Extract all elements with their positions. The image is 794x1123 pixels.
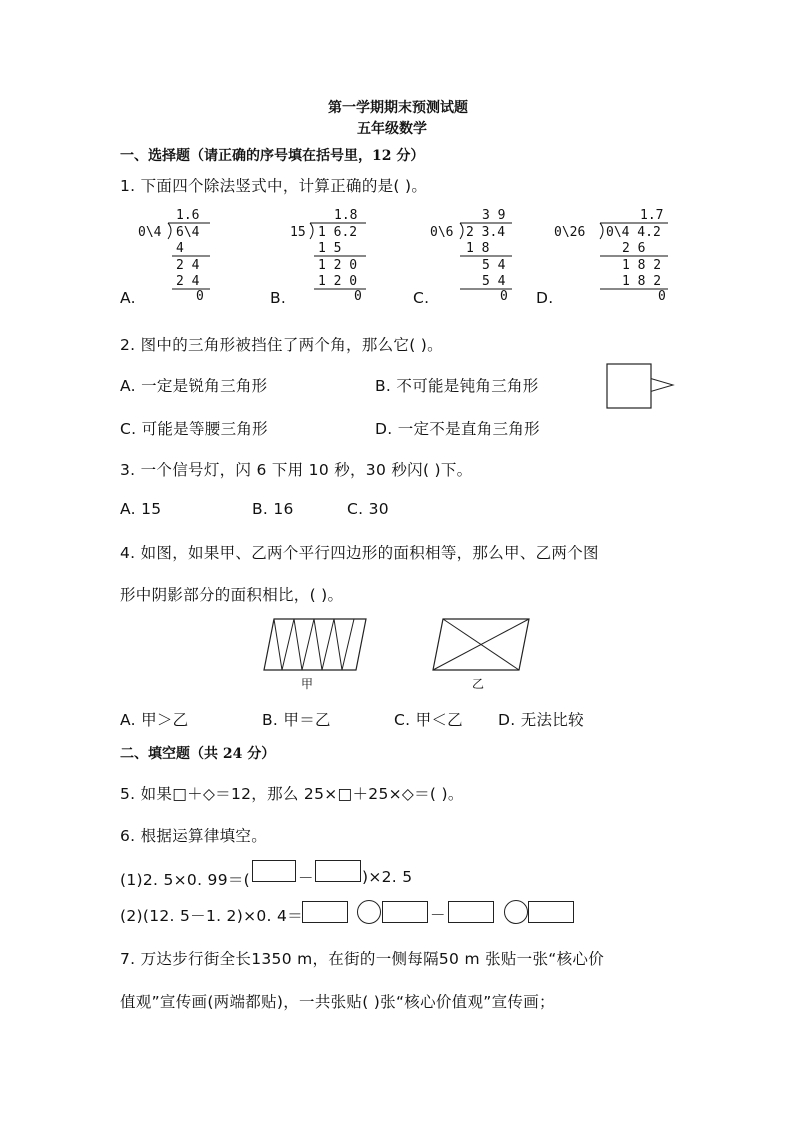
q6-part-2-blank-4[interactable] <box>528 901 574 923</box>
partial-triangle <box>649 378 673 392</box>
q2-option-d[interactable]: D. 一定不是直角三角形 <box>375 420 540 438</box>
exam-title: 第一学期期末预测试题 <box>328 100 468 116</box>
question-1-text: 1. 下面四个除法竖式中，计算正确的是( )。 <box>120 177 428 195</box>
division-b-row-1: 1 5 <box>318 241 342 256</box>
division-c <box>430 206 516 304</box>
label-yi: 乙 <box>472 677 485 691</box>
parallelogram-jia <box>262 617 368 673</box>
q6-part-2-blank-2[interactable] <box>382 901 428 923</box>
label-jia: 甲 <box>301 677 314 691</box>
q6-part-1-prefix: (1)2. 5×0. 99＝( <box>120 871 251 889</box>
division-a-row-1: 4 <box>176 241 184 256</box>
q6-part-1-minus: － <box>298 869 314 887</box>
parallelogram-yi <box>431 617 531 673</box>
q4-option-a[interactable]: A. 甲＞乙 <box>120 711 189 729</box>
covered-triangle-figure <box>605 362 677 412</box>
division-d-row-3: 1 8 2 <box>622 274 662 289</box>
jia-zigzag <box>274 619 354 670</box>
q1-option-b[interactable]: B. <box>270 289 287 307</box>
question-6-text: 6. 根据运算律填空。 <box>120 827 268 845</box>
q2-option-c[interactable]: C. 可能是等腰三角形 <box>120 420 268 438</box>
q6-part-2-prefix: (2)(12. 5－1. 2)×0. 4＝ <box>120 907 303 925</box>
division-b <box>290 206 372 304</box>
q6-part-1-blank-1[interactable] <box>252 860 296 882</box>
division-a <box>138 206 218 304</box>
division-b-row-3: 1 2 0 <box>318 274 358 289</box>
q1-option-d[interactable]: D. <box>536 289 554 307</box>
q6-part-2-operator-circle-1[interactable] <box>357 900 381 924</box>
division-c-dividend: 2 3.4 <box>466 225 506 240</box>
yi-diagonal-2 <box>433 619 529 670</box>
division-d-row-1: 2 6 <box>622 241 646 256</box>
division-c-row-2: 5 4 <box>482 258 506 273</box>
division-c-quotient: 3 9 <box>482 208 506 223</box>
division-b-divisor: 15 <box>290 225 306 240</box>
q4-option-b[interactable]: B. 甲＝乙 <box>262 711 331 729</box>
q2-option-a[interactable]: A. 一定是锐角三角形 <box>120 377 268 395</box>
q3-option-b[interactable]: B. 16 <box>252 500 294 518</box>
q6-part-1-suffix: )×2. 5 <box>362 868 413 886</box>
division-c-row-4: 0 <box>500 289 508 304</box>
division-b-row-4: 0 <box>354 289 362 304</box>
division-d-divisor: 0\26 <box>554 225 586 240</box>
division-d-quotient: 1.7 <box>640 208 664 223</box>
q6-part-1-blank-2[interactable] <box>315 860 361 882</box>
division-b-quotient: 1.8 <box>334 208 358 223</box>
division-a-row-3: 2 4 <box>176 274 200 289</box>
q4-option-d[interactable]: D. 无法比较 <box>498 711 584 729</box>
division-b-dividend: 1 6.2 <box>318 225 358 240</box>
division-c-divisor: 0\6 <box>430 225 454 240</box>
question-7-line-2: 值观”宣传画(两端都贴)，一共张贴( )张“核心价值观”宣传画； <box>120 993 555 1011</box>
division-c-row-3: 5 4 <box>482 274 506 289</box>
q1-option-a[interactable]: A. <box>120 289 136 307</box>
division-b-row-2: 1 2 0 <box>318 258 358 273</box>
division-d <box>554 206 674 304</box>
division-a-quotient: 1.6 <box>176 208 200 223</box>
division-a-divisor: 0\4 <box>138 225 162 240</box>
q2-option-b[interactable]: B. 不可能是钝角三角形 <box>375 377 539 395</box>
division-a-dividend: 6\4 <box>176 225 200 240</box>
covering-square <box>607 364 651 408</box>
division-a-row-4: 0 <box>196 289 204 304</box>
q6-part-2-operator-circle-2[interactable] <box>504 900 528 924</box>
question-5-text: 5. 如果□＋◇＝12，那么 25×□＋25×◇＝( )。 <box>120 785 464 803</box>
division-d-row-2: 1 8 2 <box>622 258 662 273</box>
q3-option-c[interactable]: C. 30 <box>347 500 389 518</box>
question-4-line-1: 4. 如图，如果甲、乙两个平行四边形的面积相等，那么甲、乙两个图 <box>120 544 599 562</box>
division-c-row-1: 1 8 <box>466 241 490 256</box>
question-2-text: 2. 图中的三角形被挡住了两个角，那么它( )。 <box>120 336 443 354</box>
question-4-line-2: 形中阴影部分的面积相比，( )。 <box>120 586 344 604</box>
division-a-row-2: 2 4 <box>176 258 200 273</box>
section-heading-choice: 一、选择题（请正确的序号填在括号里，12 分） <box>120 148 425 164</box>
exam-subtitle: 五年级数学 <box>357 121 427 137</box>
q3-option-a[interactable]: A. 15 <box>120 500 162 518</box>
q1-option-c[interactable]: C. <box>413 289 430 307</box>
question-3-text: 3. 一个信号灯，闪 6 下用 10 秒，30 秒闪( )下。 <box>120 461 473 479</box>
q6-part-2-minus: － <box>430 906 446 924</box>
question-7-line-1: 7. 万达步行街全长1350 m，在街的一侧每隔50 m 张贴一张“核心价 <box>120 950 604 968</box>
division-d-dividend: 0\4 4.2 <box>606 225 661 240</box>
division-d-row-4: 0 <box>658 289 666 304</box>
q6-part-2-blank-3[interactable] <box>448 901 494 923</box>
q6-part-2-blank-1[interactable] <box>302 901 348 923</box>
q4-option-c[interactable]: C. 甲＜乙 <box>394 711 463 729</box>
section-heading-fill: 二、填空题（共 24 分） <box>120 746 276 762</box>
